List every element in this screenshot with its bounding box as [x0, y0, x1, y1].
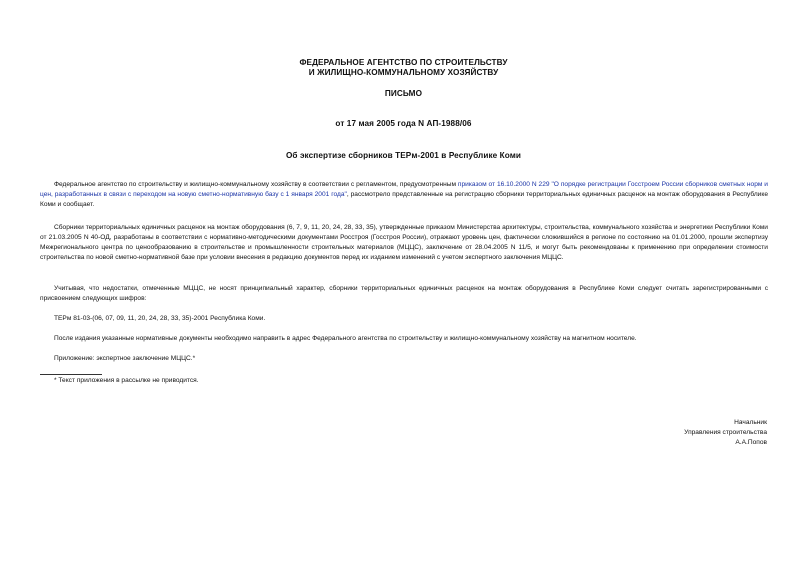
paragraph-2: [40, 223, 768, 263]
agency-title-line2: И ЖИЛИЩНО-КОММУНАЛЬНОМУ ХОЗЯЙСТВУ: [308, 68, 499, 77]
signature-department: Управления строительства: [684, 429, 767, 436]
footnote-divider: [40, 374, 102, 375]
document-date-number: от 17 мая 2005 года N АП-1988/06: [335, 119, 472, 128]
paragraph-1-text-end: , рассмотрело представленные на регистрацию сборники территориальных единичных расценок на монтаж оборудования в Республике Коми и сообщает.: [40, 191, 768, 208]
document-subject: Об экспертизе сборников ТЕРм-2001 в Республике Коми: [285, 151, 522, 160]
signature-name: А.А.Попов: [735, 439, 767, 446]
cipher-line: ТЕРм 81-03-(06, 07, 09, 11, 20, 24, 28, 33, 35)-2001 Республика Коми.: [54, 315, 266, 322]
signature-position: Начальник: [734, 419, 767, 426]
document-type: ПИСЬМО: [384, 89, 423, 98]
order-229-link[interactable]: приказом от 16.10.2000 N 229 "О порядке регистрации Госстроем России сборников сметных норм и цен, разработанных в связи с переходом на новую сметно-нормативную базу с 1 января 2001 года": [40, 181, 768, 198]
paragraph-3-text: Учитывая, что недостатки, отмеченные МЦЦС, не носят принципиальный характер, сборники территориальных единичных расценок на монтаж оборудования в Республике Коми следует считать зарегистрированными с присвоением следующих шифров:: [40, 285, 768, 302]
footnote: * Текст приложения в рассылке не приводится.: [54, 377, 199, 384]
paragraph-5: После издания указанные нормативные документы необходимо направить в адрес Федерального агентства по строительству и жилищно-коммунальному хозяйству на магнитном носителе.: [54, 335, 637, 342]
paragraph-3: [40, 284, 768, 304]
attachment-note: Приложение: экспертное заключение МЦЦС.*: [54, 355, 196, 362]
paragraph-2-text: Сборники территориальных единичных расценок на монтаж оборудования (6, 7, 9, 11, 20, 24, 28, 33, 35), утвержденные приказом Министерства архитектуры, строительства, коммунального хозяйства и энергетики Республики Коми от 21.03.2005 N 40-ОД, разработаны в соответствии с нормативно-методическими документами Росстроя (Госстроя России), отражают уровень цен, фактически сложившийся в регионе по состоянию на 01.01.2000, прошли экспертизу Межрегионального центра по ценообразованию в строительстве и промышленности строительных материалов (МЦЦС), заключение от 28.04.2005 N 11/5, и могут быть рекомендованы к применению при определении стоимости строительства по новой сметно-нормативной базе при условии внесения в редакцию документов перед их изданием изменений с учетом экспертного заключения МЦЦС.: [40, 224, 768, 261]
paragraph-1: [40, 180, 768, 210]
agency-title-line1: ФЕДЕРАЛЬНОЕ АГЕНТСТВО ПО СТРОИТЕЛЬСТВУ: [299, 58, 508, 67]
paragraph-1-text-start: Федеральное агентство по строительству и жилищно-коммунальному хозяйству в соответствии с регламентом, предусмотренным: [54, 181, 458, 188]
